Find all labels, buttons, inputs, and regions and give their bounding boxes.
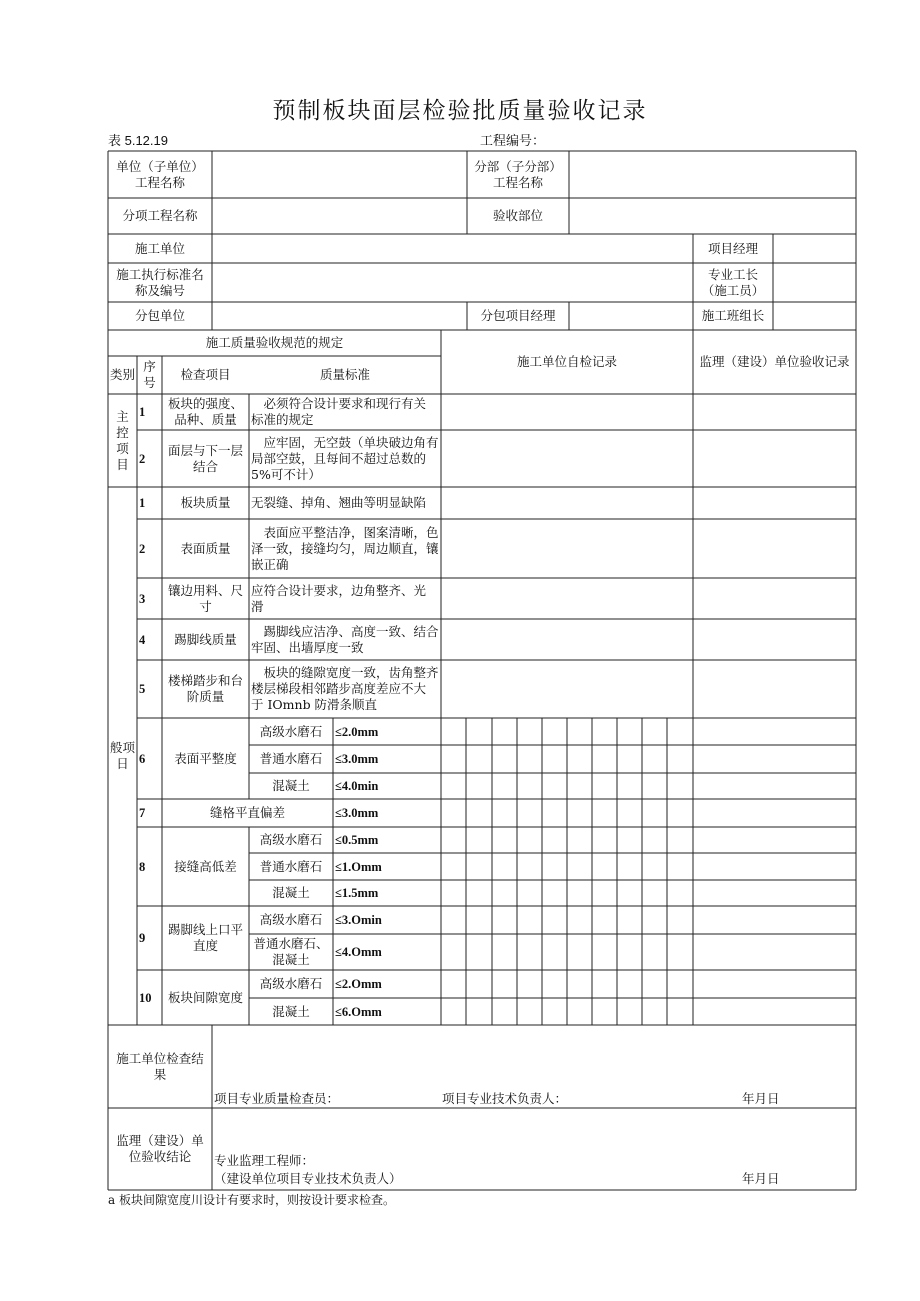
sub-item-name-text: 混凝土 <box>272 885 310 900</box>
general-item-no <box>137 799 162 827</box>
spec-header-text: 施工质量验收规范的规定 <box>205 335 344 350</box>
sub-item-value <box>333 934 441 970</box>
general-item-no-text: 7 <box>139 806 146 820</box>
date-label-1-text: 年月日 <box>742 1091 780 1106</box>
sub-item-value <box>333 970 441 998</box>
sub-item-name <box>249 745 333 773</box>
contractor-label-text: 施工单位 <box>134 240 185 256</box>
main-item-name <box>162 430 249 487</box>
sub-item-value <box>333 853 441 880</box>
main-item-standard-text: 应牢固，无空鼓（单块破边角有 局部空鼓，且每间不超过总数的 5%可不计） <box>251 434 439 482</box>
sub-item-name <box>249 970 333 998</box>
general-item-no-text: 9 <box>139 931 146 945</box>
contractor-label <box>108 234 212 263</box>
sub-item-value <box>333 745 441 773</box>
sub-item-name <box>249 773 333 799</box>
general-item-name-text: 表面质量 <box>180 540 231 556</box>
acceptance-part-label-text: 验收部位 <box>492 208 543 223</box>
sub-pm-label <box>467 302 569 330</box>
general-item-no-text: 8 <box>139 859 146 874</box>
sub-item-name-text: 高级水磨石 <box>259 912 323 927</box>
footnote: a 板块间隙宽度川设计有要求时，则按设计要求检查。 <box>108 1193 395 1207</box>
general-item-standard <box>249 487 441 519</box>
col-check-item <box>162 356 249 394</box>
general-item-name <box>162 970 249 1025</box>
general-item-name-text: 接缝高低差 <box>174 858 237 874</box>
general-category-text: 般项 日 <box>110 740 136 771</box>
team-leader-label-text: 施工班组长 <box>701 308 765 323</box>
date-label-2-text: 年月日 <box>742 1171 780 1186</box>
sub-item-name-text: 高级水磨石 <box>259 723 323 739</box>
general-item-name <box>162 487 249 519</box>
sub-item-name-text: 普通水磨石、 混凝土 <box>253 936 329 967</box>
sub-item-name <box>249 880 333 906</box>
sub-item-name-text: 高级水磨石 <box>259 832 323 847</box>
item-name-label <box>108 198 212 234</box>
sub-item-value-text: ≤4.0min <box>335 779 379 793</box>
general-item-no-text: 2 <box>139 541 146 556</box>
subcontractor-label-text: 分包单位 <box>134 308 185 323</box>
foreman-label-text: 专业工长 （施工员） <box>701 266 765 298</box>
subunit-name-label-text: 分部（子分部） 工程名称 <box>474 158 562 190</box>
sub-item-value-text: ≤0.5mm <box>335 833 379 847</box>
date-label-2 <box>740 1170 800 1188</box>
general-item-no <box>137 487 162 519</box>
col-category <box>108 356 137 394</box>
general-item-name-text: 楼梯踏步和台 阶质量 <box>167 673 243 704</box>
general-item-standard-text: 无裂缝、掉角、翘曲等明显缺陷 <box>251 495 427 510</box>
standard-label <box>108 263 212 302</box>
tech-lead-label <box>440 1090 700 1108</box>
sub-item-value-text: ≤3.Omin <box>335 913 382 927</box>
general-item-name <box>162 578 249 619</box>
contractor-result-label <box>108 1025 212 1108</box>
general-item-standard-text: 应符合设计要求，边角整齐、光 滑 <box>251 582 427 614</box>
sub-item-value-text: ≤4.Omm <box>335 945 382 959</box>
date-label-1 <box>740 1090 800 1108</box>
subunit-name-label <box>467 151 569 198</box>
general-item-name-text: 踢脚线上口平 直度 <box>167 922 243 953</box>
spec-header <box>108 330 441 356</box>
general-item-standard <box>249 578 441 619</box>
general-category <box>108 487 137 1025</box>
general-item-standard <box>249 660 441 718</box>
general-item-name-text: 缝格平直偏差 <box>209 805 285 820</box>
col-standard <box>249 356 441 394</box>
main-item-no <box>137 394 162 430</box>
main-item-no <box>137 430 162 487</box>
subcontractor-label <box>108 302 212 330</box>
general-item-name-text: 板块质量 <box>180 495 231 510</box>
col-self-check-text: 施工单位自检记录 <box>516 354 617 369</box>
owner-lead-label-text: （建设单位项目专业技术负责人） <box>214 1171 402 1186</box>
sub-item-value-text: ≤3.0mm <box>335 752 379 766</box>
tech-lead-label-text: 项目专业技术负责人： <box>442 1091 568 1106</box>
general-item-name <box>162 619 249 660</box>
unit-name-label <box>108 151 212 198</box>
sub-item-value-text: ≤1.Omm <box>335 859 382 874</box>
main-item-standard-text: 必须符合设计要求和现行有关 标准的规定 <box>251 396 427 427</box>
general-item-name-text: 镶边用料、尺 寸 <box>167 582 243 614</box>
general-item-name <box>162 718 249 799</box>
general-item-standard <box>249 519 441 578</box>
general-item-value <box>333 799 441 827</box>
general-item-value-text: ≤3.0mm <box>335 806 379 820</box>
main-item-name-text: 面层与下一层 结合 <box>167 442 243 474</box>
sub-item-value <box>333 880 441 906</box>
general-item-no-text: 4 <box>139 632 146 647</box>
sub-item-name-text: 混凝土 <box>272 778 310 793</box>
general-item-standard-text: 表面应平整洁净，图案清晰，色 泽一致，接缝均匀，周边顺直，镶 嵌正确 <box>251 524 439 572</box>
supervisor-conclusion-label-text: 监理（建设）单 位验收结论 <box>116 1133 204 1164</box>
general-item-no <box>137 619 162 660</box>
general-item-no <box>137 660 162 718</box>
main-item-no-text: 2 <box>139 451 146 466</box>
supervisor-engineer-label-text: 专业监理工程师： <box>214 1153 315 1168</box>
general-item-standard-text: 板块的缝隙宽度一致，齿角整齐 楼层梯段相邻踏步高度差应不大 于 IOmnb 防滑条顺直 <box>251 665 439 712</box>
sub-item-value-text: ≤2.0mm <box>335 724 379 739</box>
general-item-no-text: 3 <box>139 591 146 606</box>
quality-inspector-label <box>212 1090 440 1108</box>
project-manager-label-text: 项目经理 <box>707 240 758 256</box>
col-check-item-text: 检查项目 <box>180 367 231 382</box>
general-item-no <box>137 906 162 970</box>
col-standard-text: 质量标准 <box>319 367 370 382</box>
page-title: 预制板块面层检验批质量验收记录 <box>272 98 648 124</box>
sub-item-value-text: ≤2.Omm <box>335 977 382 991</box>
unit-name-label-text: 单位（子单位） 工程名称 <box>116 158 204 190</box>
general-item-standard-text: 踢脚线应洁净、高度一致、结合 牢固、出墙厚度一致 <box>251 623 439 655</box>
general-item-name-text: 表面平整度 <box>174 750 237 766</box>
sub-item-value-text: ≤6.Omm <box>335 1004 382 1019</box>
main-item-standard <box>249 430 441 487</box>
supervisor-conclusion-label <box>108 1108 212 1190</box>
foreman-label <box>693 263 773 302</box>
sub-item-value <box>333 718 441 745</box>
general-item-no <box>137 970 162 1025</box>
sub-item-name-text: 混凝土 <box>272 1003 310 1019</box>
sub-item-value <box>333 827 441 853</box>
table-number: 表 5.12.19 <box>108 133 168 148</box>
general-item-no <box>137 578 162 619</box>
main-item-name <box>162 394 249 430</box>
sub-item-value <box>333 998 441 1025</box>
standard-label-text: 施工执行标准名 称及编号 <box>116 266 204 298</box>
main-control-category-text: 主 控 项 目 <box>116 408 129 472</box>
general-item-no-text: 5 <box>139 682 146 696</box>
sub-item-name-text: 普通水磨石 <box>259 858 323 874</box>
col-seq <box>137 356 162 394</box>
sub-item-name <box>249 853 333 880</box>
sub-item-name <box>249 934 333 970</box>
sub-item-name <box>249 718 333 745</box>
sub-item-name-text: 普通水磨石 <box>259 751 323 766</box>
main-item-standard <box>249 394 441 430</box>
project-manager-label <box>693 234 773 263</box>
sub-item-value-text: ≤1.5mm <box>335 886 379 900</box>
col-supervisor-text: 监理（建设）单位验收记录 <box>699 354 850 369</box>
sub-item-value <box>333 906 441 934</box>
general-item-no-text: 10 <box>139 990 152 1005</box>
main-control-category <box>108 394 137 487</box>
general-item-name <box>162 906 249 970</box>
main-item-name-text: 板块的强度、 品种、质量 <box>167 396 243 427</box>
general-item-no <box>137 827 162 906</box>
sub-item-name <box>249 906 333 934</box>
sub-item-name <box>249 827 333 853</box>
general-item-no <box>137 519 162 578</box>
general-item-standard <box>249 619 441 660</box>
general-item-name <box>162 519 249 578</box>
acceptance-part-label <box>467 198 569 234</box>
general-item-no <box>137 718 162 799</box>
general-item-no-text: 6 <box>139 751 146 766</box>
col-self-check <box>441 330 693 394</box>
general-item-name <box>162 827 249 906</box>
general-item-name <box>162 799 333 827</box>
main-item-no-text: 1 <box>139 405 146 419</box>
sub-item-name <box>249 998 333 1025</box>
sub-item-name-text: 高级水磨石 <box>259 976 323 991</box>
project-number-label: 工程编号： <box>480 133 546 148</box>
col-supervisor <box>693 330 856 394</box>
supervisor-engineer-label <box>212 1152 500 1170</box>
sub-pm-label-text: 分包项目经理 <box>480 308 556 323</box>
sub-item-value <box>333 773 441 799</box>
general-item-name-text: 板块间隙宽度 <box>167 989 243 1005</box>
team-leader-label <box>693 302 773 330</box>
general-item-no-text: 1 <box>139 496 146 510</box>
col-category-text: 类别 <box>110 367 136 382</box>
quality-inspector-label-text: 项目专业质量检查员： <box>214 1091 340 1106</box>
contractor-result-label-text: 施工单位检查结 果 <box>116 1050 204 1082</box>
col-seq-text: 序 号 <box>143 359 156 390</box>
general-item-name <box>162 660 249 718</box>
general-item-name-text: 踢脚线质量 <box>174 631 237 647</box>
item-name-label-text: 分项工程名称 <box>122 208 198 223</box>
owner-lead-label <box>212 1170 500 1188</box>
